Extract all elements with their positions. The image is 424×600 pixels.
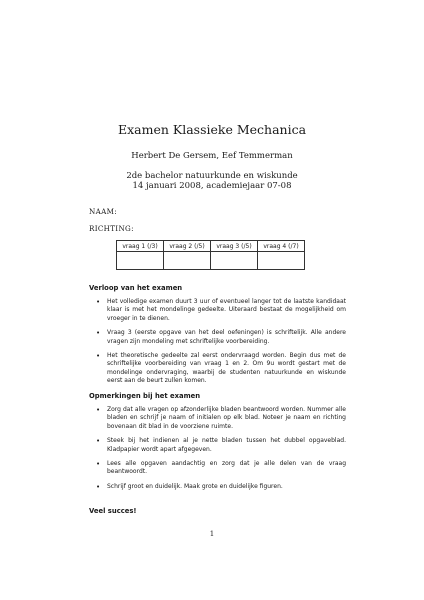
score-header-cell: vraag 2 (/5)	[164, 241, 211, 252]
closing-text: Veel succes!	[89, 507, 137, 515]
list-item-text: Het volledige examen duurt 3 uur of eventueel langer tot de laatste kandidaat klaar is met het mondelinge gedeelte. Uiteraard bestaat de mogelijkheid om vroeger in te dienen.	[107, 298, 346, 322]
bullet-icon: •	[96, 482, 101, 491]
list-item	[96, 329, 346, 346]
program-line: 2de bachelor natuurkunde en wiskunde	[126, 171, 298, 181]
remarks-list	[96, 406, 346, 497]
list-item-text: Schrijf groot en duidelijk. Maak grote en duidelijke figuren.	[107, 482, 283, 490]
score-header-cell: vraag 1 (/3)	[117, 241, 164, 252]
list-item-text: Steek bij het indienen al je nette bladen tussen het dubbel opgaveblad. Kladpapier wordt apart afgegeven.	[107, 437, 346, 453]
score-header-cell: vraag 3 (/5)	[211, 241, 258, 252]
list-item	[96, 437, 346, 454]
list-item-text: Het theoretische gedeelte zal eerst ondervraagd worden. Begin dus met de schriftelijke voorbereiding van vraag 1 en 2. Om 9u wordt gestart met de mondelinge ondervraging, waarbij de studenten natuurkunde en wiskunde eerst aan de beurt zullen komen.	[107, 352, 346, 385]
bullet-icon: •	[96, 437, 101, 446]
list-item	[96, 298, 346, 323]
section-heading-procedure: Verloop van het examen	[89, 284, 183, 292]
score-cell	[164, 252, 211, 270]
bullet-icon: •	[96, 406, 101, 414]
score-cell	[117, 252, 164, 270]
list-item-text: Zorg dat alle vragen op afzonderlijke bladen beantwoord worden. Nummer alle bladen en schrijf je naam of initialen op elk blad. Noteer je naam en richting bovenaan dit blad in de voorziene ruimte.	[107, 406, 346, 430]
date-line: 14 januari 2008, academiejaar 07-08	[132, 181, 292, 191]
program-info	[0, 171, 424, 191]
authors: Herbert De Gersem, Eef Temmerman	[131, 151, 293, 161]
page-number: 1	[209, 530, 215, 538]
bullet-icon: •	[96, 460, 101, 469]
list-item-text: Vraag 3 (eerste opgave van het deel oefeningen) is schriftelijk. Alle andere vragen zijn mondeling met schriftelijke voorbereiding.	[107, 329, 346, 345]
score-header-cell: vraag 4 (/7)	[258, 241, 305, 252]
score-table	[116, 240, 305, 270]
score-cell	[211, 252, 258, 270]
list-item	[96, 406, 346, 431]
score-table-header-row	[117, 241, 305, 252]
list-item	[96, 483, 346, 491]
bullet-icon: •	[96, 298, 101, 306]
name-label: NAAM:	[89, 207, 117, 216]
procedure-list	[96, 298, 346, 392]
list-item-text: Lees alle opgaven aandachtig en zorg dat je alle delen van de vraag beantwoordt.	[107, 460, 346, 476]
direction-label: RICHTING:	[89, 224, 134, 233]
list-item	[96, 460, 346, 477]
score-cell	[258, 252, 305, 270]
bullet-icon: •	[96, 352, 101, 361]
section-heading-remarks: Opmerkingen bij het examen	[89, 392, 201, 400]
score-table-blank-row	[117, 252, 305, 270]
list-item	[96, 352, 346, 386]
bullet-icon: •	[96, 329, 101, 338]
exam-title: Examen Klassieke Mechanica	[117, 122, 307, 137]
